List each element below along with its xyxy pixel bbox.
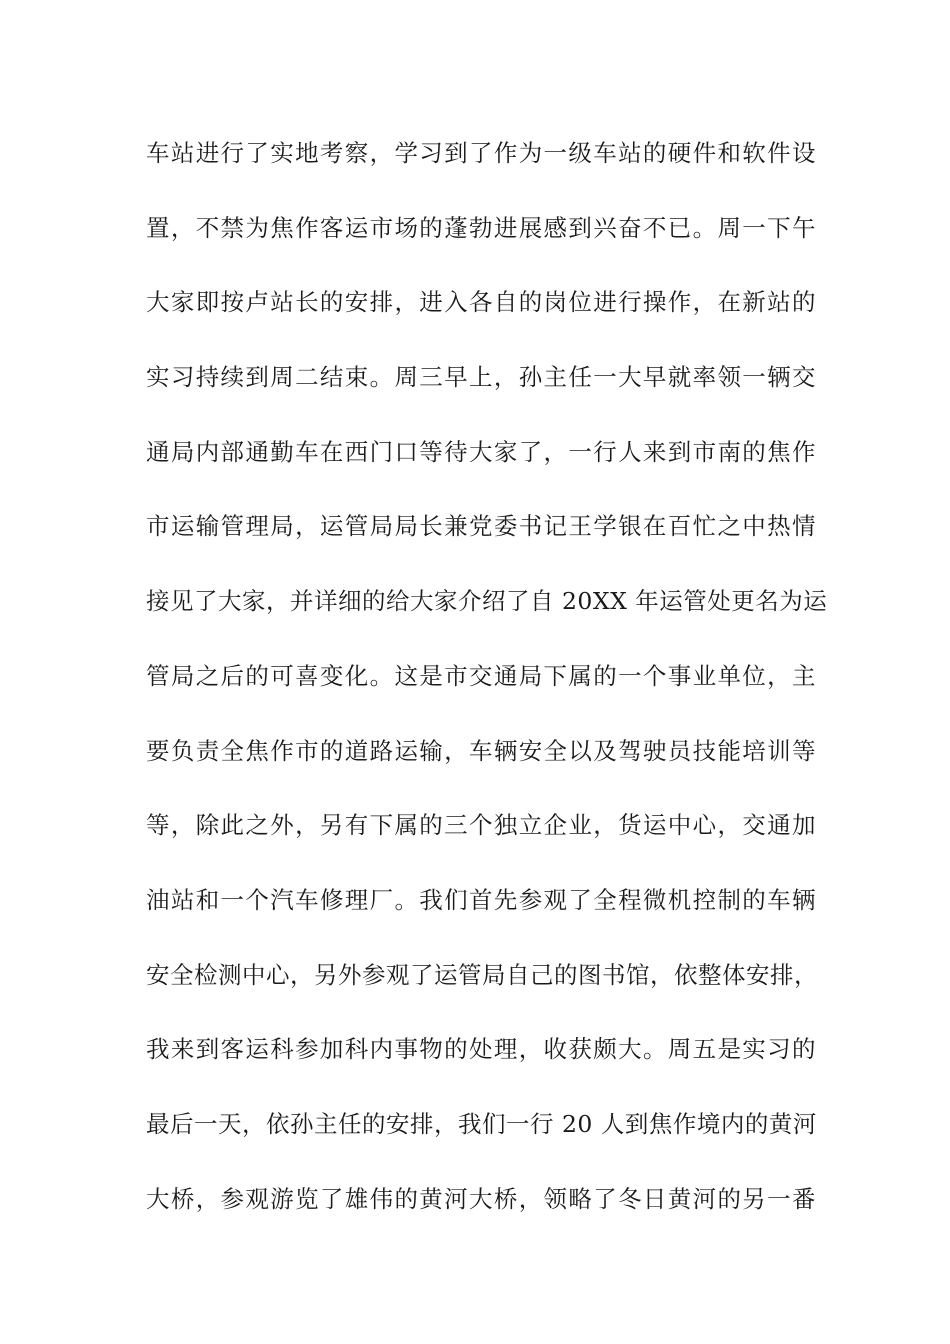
text-line: 实习持续到周二结束。周三早上，孙主任一大早就率领一辆交 [146,363,816,392]
text-line: 安全检测中心，另外参观了运管局自己的图书馆，依整体安排， [146,960,818,989]
text-line: 管局之后的可喜变化。这是市交通局下属的一个事业单位，主 [146,661,816,690]
text-line: 等，除此之外，另有下属的三个独立企业，货运中心，交通加 [146,811,816,840]
text-line: 通局内部通勤车在西门口等待大家了，一行人来到市南的焦作 [146,437,816,466]
text-line: 市运输管理局，运管局局长兼党委书记王学银在百忙之中热情 [146,512,816,541]
text-line: 大桥，参观游览了雄伟的黄河大桥，领略了冬日黄河的另一番 [146,1184,816,1213]
text-line: 油站和一个汽车修理厂。我们首先参观了全程微机控制的车辆 [146,885,816,914]
body-paragraph [146,129,828,1249]
text-line: 置，不禁为焦作客运市场的蓬勃进展感到兴奋不已。周一下午 [146,213,816,242]
text-line: 我来到客运科参加科内事物的处理，收获颇大。周五是实习的 [146,1035,816,1064]
text-line: 接见了大家，并详细的给大家介绍了自 20XX 年运管处更名为运 [146,587,828,616]
text-line: 要负责全焦作市的道路运输，车辆安全以及驾驶员技能培训等 [146,736,816,765]
text-line: 最后一天，依孙主任的安排，我们一行 20 人到焦作境内的黄河 [146,1109,817,1138]
text-line: 车站进行了实地考察，学习到了作为一级车站的硬件和软件设 [146,139,816,167]
text-line: 大家即按卢站长的安排，进入各自的岗位进行操作，在新站的 [146,288,816,317]
